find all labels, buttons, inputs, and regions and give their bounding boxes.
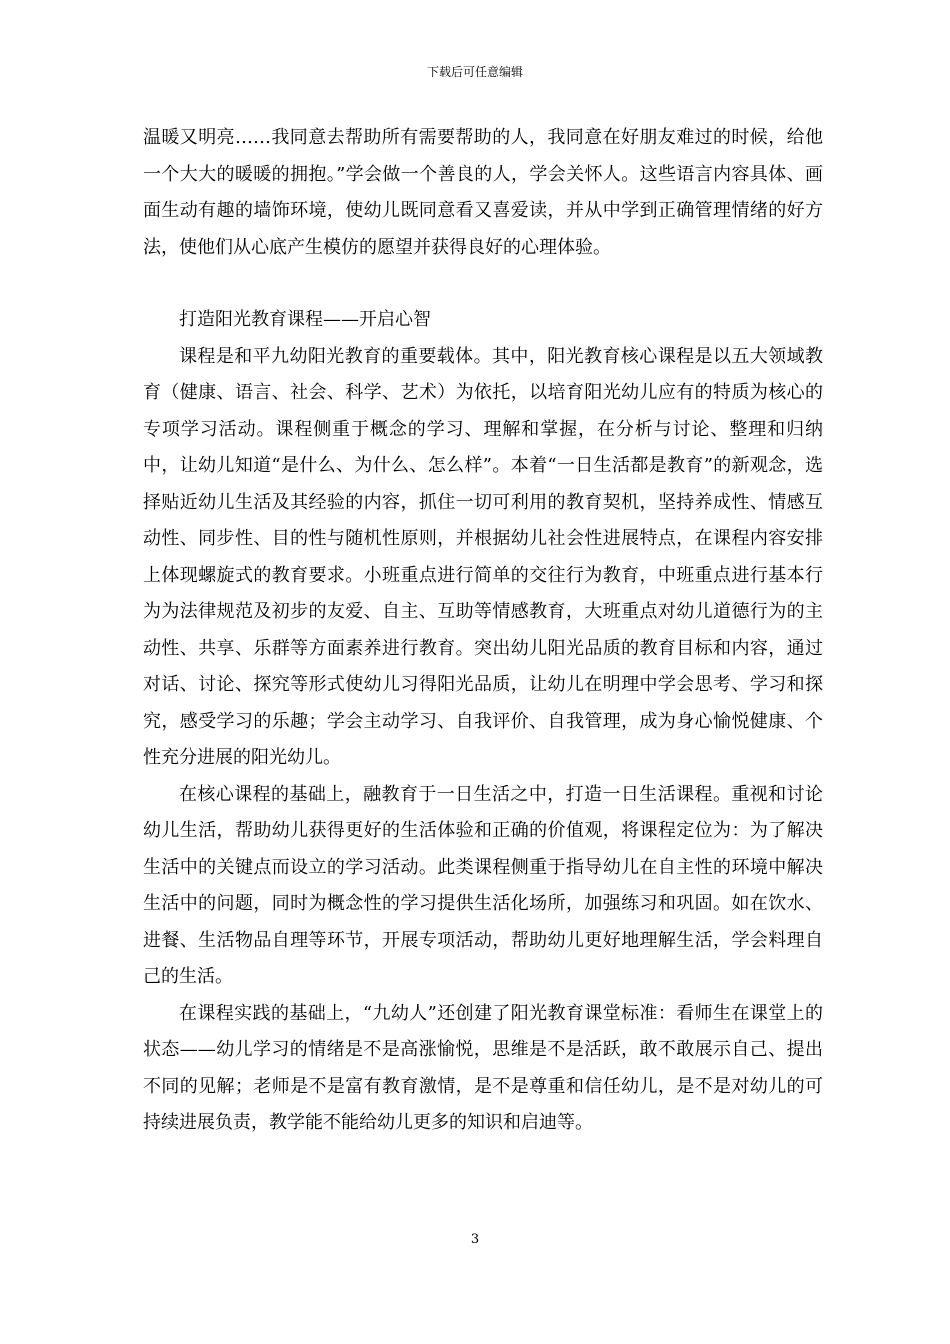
page-header: 下载后可任意编辑 — [426, 65, 523, 79]
paragraph-continuation: 温暖又明亮……我同意去帮助所有需要帮助的人，我同意在好朋友难过的时候，给他一个大大的暖暖的拥抱。”学会做一个善良的人，学会关怀人。这些语言内容具体、画面生动有趣的墙饰环境，使幼儿既同意看又喜爱读，并从中学到正确管理情绪的好方法，使他们从心底产生模仿的愿望并获得良好的心理体验。 — [143, 127, 823, 258]
section-heading: 打造阳光教育课程——开启心智 — [179, 309, 431, 330]
paragraph-core-curriculum: 课程是和平九幼阳光教育的重要载体。其中，阳光教育核心课程是以五大领域教育（健康、语言、社会、科学、艺术）为依托，以培育阳光幼儿应有的特质为核心的专项学习活动。课程侧重于概念的学习、理解和掌握，在分析与讨论、整理和归纳中，让幼儿知道“是什么、为什么、怎么样”。本着“一日生活都是教育”的新观念，选择贴近幼儿生活及其经验的内容，抓住一切可利用的教育契机，坚持养成性、情感互动性、同步性、目的性与随机性原则，并根据幼儿社会性进展特点，在课程内容安排上体现螺旋式的教育要求。小班重点进行简单的交往行为教育，中班重点进行基本行为为法律规范及初步的友爱、自主、互助等情感教育，大班重点对幼儿道德行为的主动性、共享、乐群等方面素养进行教育。突出幼儿阳光品质的教育目标和内容，通过对话、讨论、探究等形式使幼儿习得阳光品质，让幼儿在明理中学会思考、学习和探究，感受学习的乐趣；学会主动学习、自我评价、自我管理，成为身心愉悦健康、个性充分进展的阳光幼儿。 — [143, 345, 823, 768]
page-number: 3 — [470, 1232, 480, 1247]
paragraph-classroom-standard: 在课程实践的基础上，“九幼人”还创建了阳光教育课堂标准：看师生在课堂上的状态——幼儿学习的情绪是不是高涨愉悦，思维是不是活跃，敢不敢展示自己、提出不同的见解；老师是不是富有教育激情，是不是尊重和信任幼儿，是不是对幼儿的可持续进展负责，教学能不能给幼儿更多的知识和启迪等。 — [143, 1002, 823, 1133]
paragraph-daily-life-curriculum: 在核心课程的基础上，融教育于一日生活之中，打造一日生活课程。重视和讨论幼儿生活，帮助幼儿获得更好的生活体验和正确的价值观，将课程定位为：为了解决生活中的关键点而设立的学习活动。此类课程侧重于指导幼儿在自主性的环境中解决生活中的问题，同时为概念性的学习提供生活化场所，加强练习和巩固。如在饮水、进餐、生活物品自理等环节，开展专项活动，帮助幼儿更好地理解生活，学会料理自己的生活。 — [143, 783, 823, 987]
document-body — [143, 120, 823, 1142]
